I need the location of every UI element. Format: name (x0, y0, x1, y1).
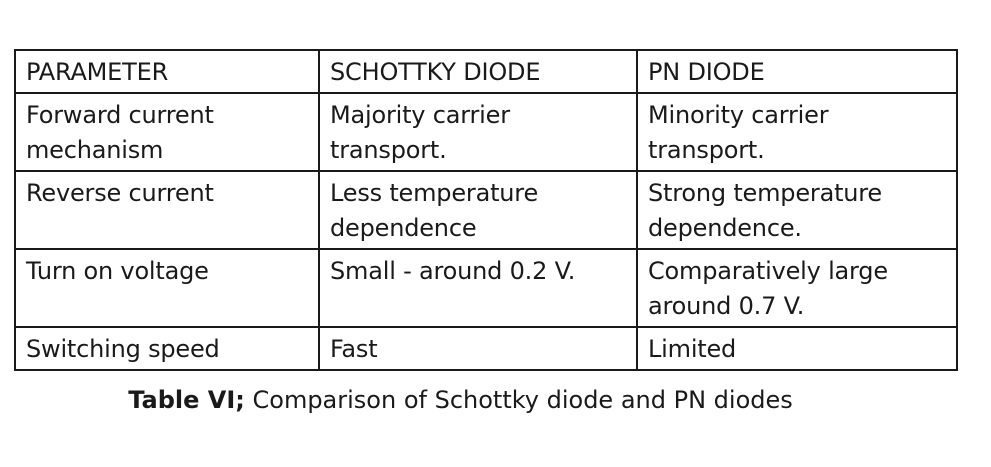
table-cell (319, 171, 637, 249)
cell-line: Limited (648, 335, 737, 363)
cell-line: Minority carrier (648, 101, 829, 129)
table-cell (15, 249, 319, 327)
table-row (15, 93, 957, 171)
cell-line: dependence (330, 214, 477, 242)
table-cell (637, 327, 957, 370)
table-cell (637, 171, 957, 249)
caption-text: Comparison of Schottky diode and PN diodes (244, 386, 793, 414)
comparison-table (14, 49, 958, 371)
header-pn-diode: PN DIODE (637, 50, 957, 93)
table-header-row (15, 50, 957, 93)
cell-line: Strong temperature (648, 179, 882, 207)
caption-label: Table VI; (128, 386, 245, 414)
table-row (15, 171, 957, 249)
cell-line: Turn on voltage (26, 257, 209, 285)
cell-line: Forward current (26, 101, 214, 129)
comparison-table-container (14, 49, 958, 371)
table-cell (637, 249, 957, 327)
table-caption (0, 383, 921, 418)
cell-line: Switching speed (26, 335, 220, 363)
cell-line: around 0.7 V. (648, 292, 805, 320)
table-cell (319, 327, 637, 370)
table-cell (319, 249, 637, 327)
header-schottky-diode: SCHOTTKY DIODE (319, 50, 637, 93)
cell-line: transport. (648, 136, 765, 164)
cell-line: mechanism (26, 136, 164, 164)
cell-line: Less temperature (330, 179, 539, 207)
cell-line: Comparatively large (648, 257, 888, 285)
table-cell (319, 93, 637, 171)
cell-line: dependence. (648, 214, 802, 242)
table-cell (15, 171, 319, 249)
table-cell (15, 93, 319, 171)
table-row (15, 249, 957, 327)
cell-line: transport. (330, 136, 447, 164)
cell-line: Majority carrier (330, 101, 510, 129)
table-row (15, 327, 957, 370)
table-cell (15, 327, 319, 370)
header-parameter: PARAMETER (15, 50, 319, 93)
cell-line: Fast (330, 335, 378, 363)
table-cell (637, 93, 957, 171)
cell-line: Reverse current (26, 179, 214, 207)
cell-line: Small - around 0.2 V. (330, 257, 576, 285)
